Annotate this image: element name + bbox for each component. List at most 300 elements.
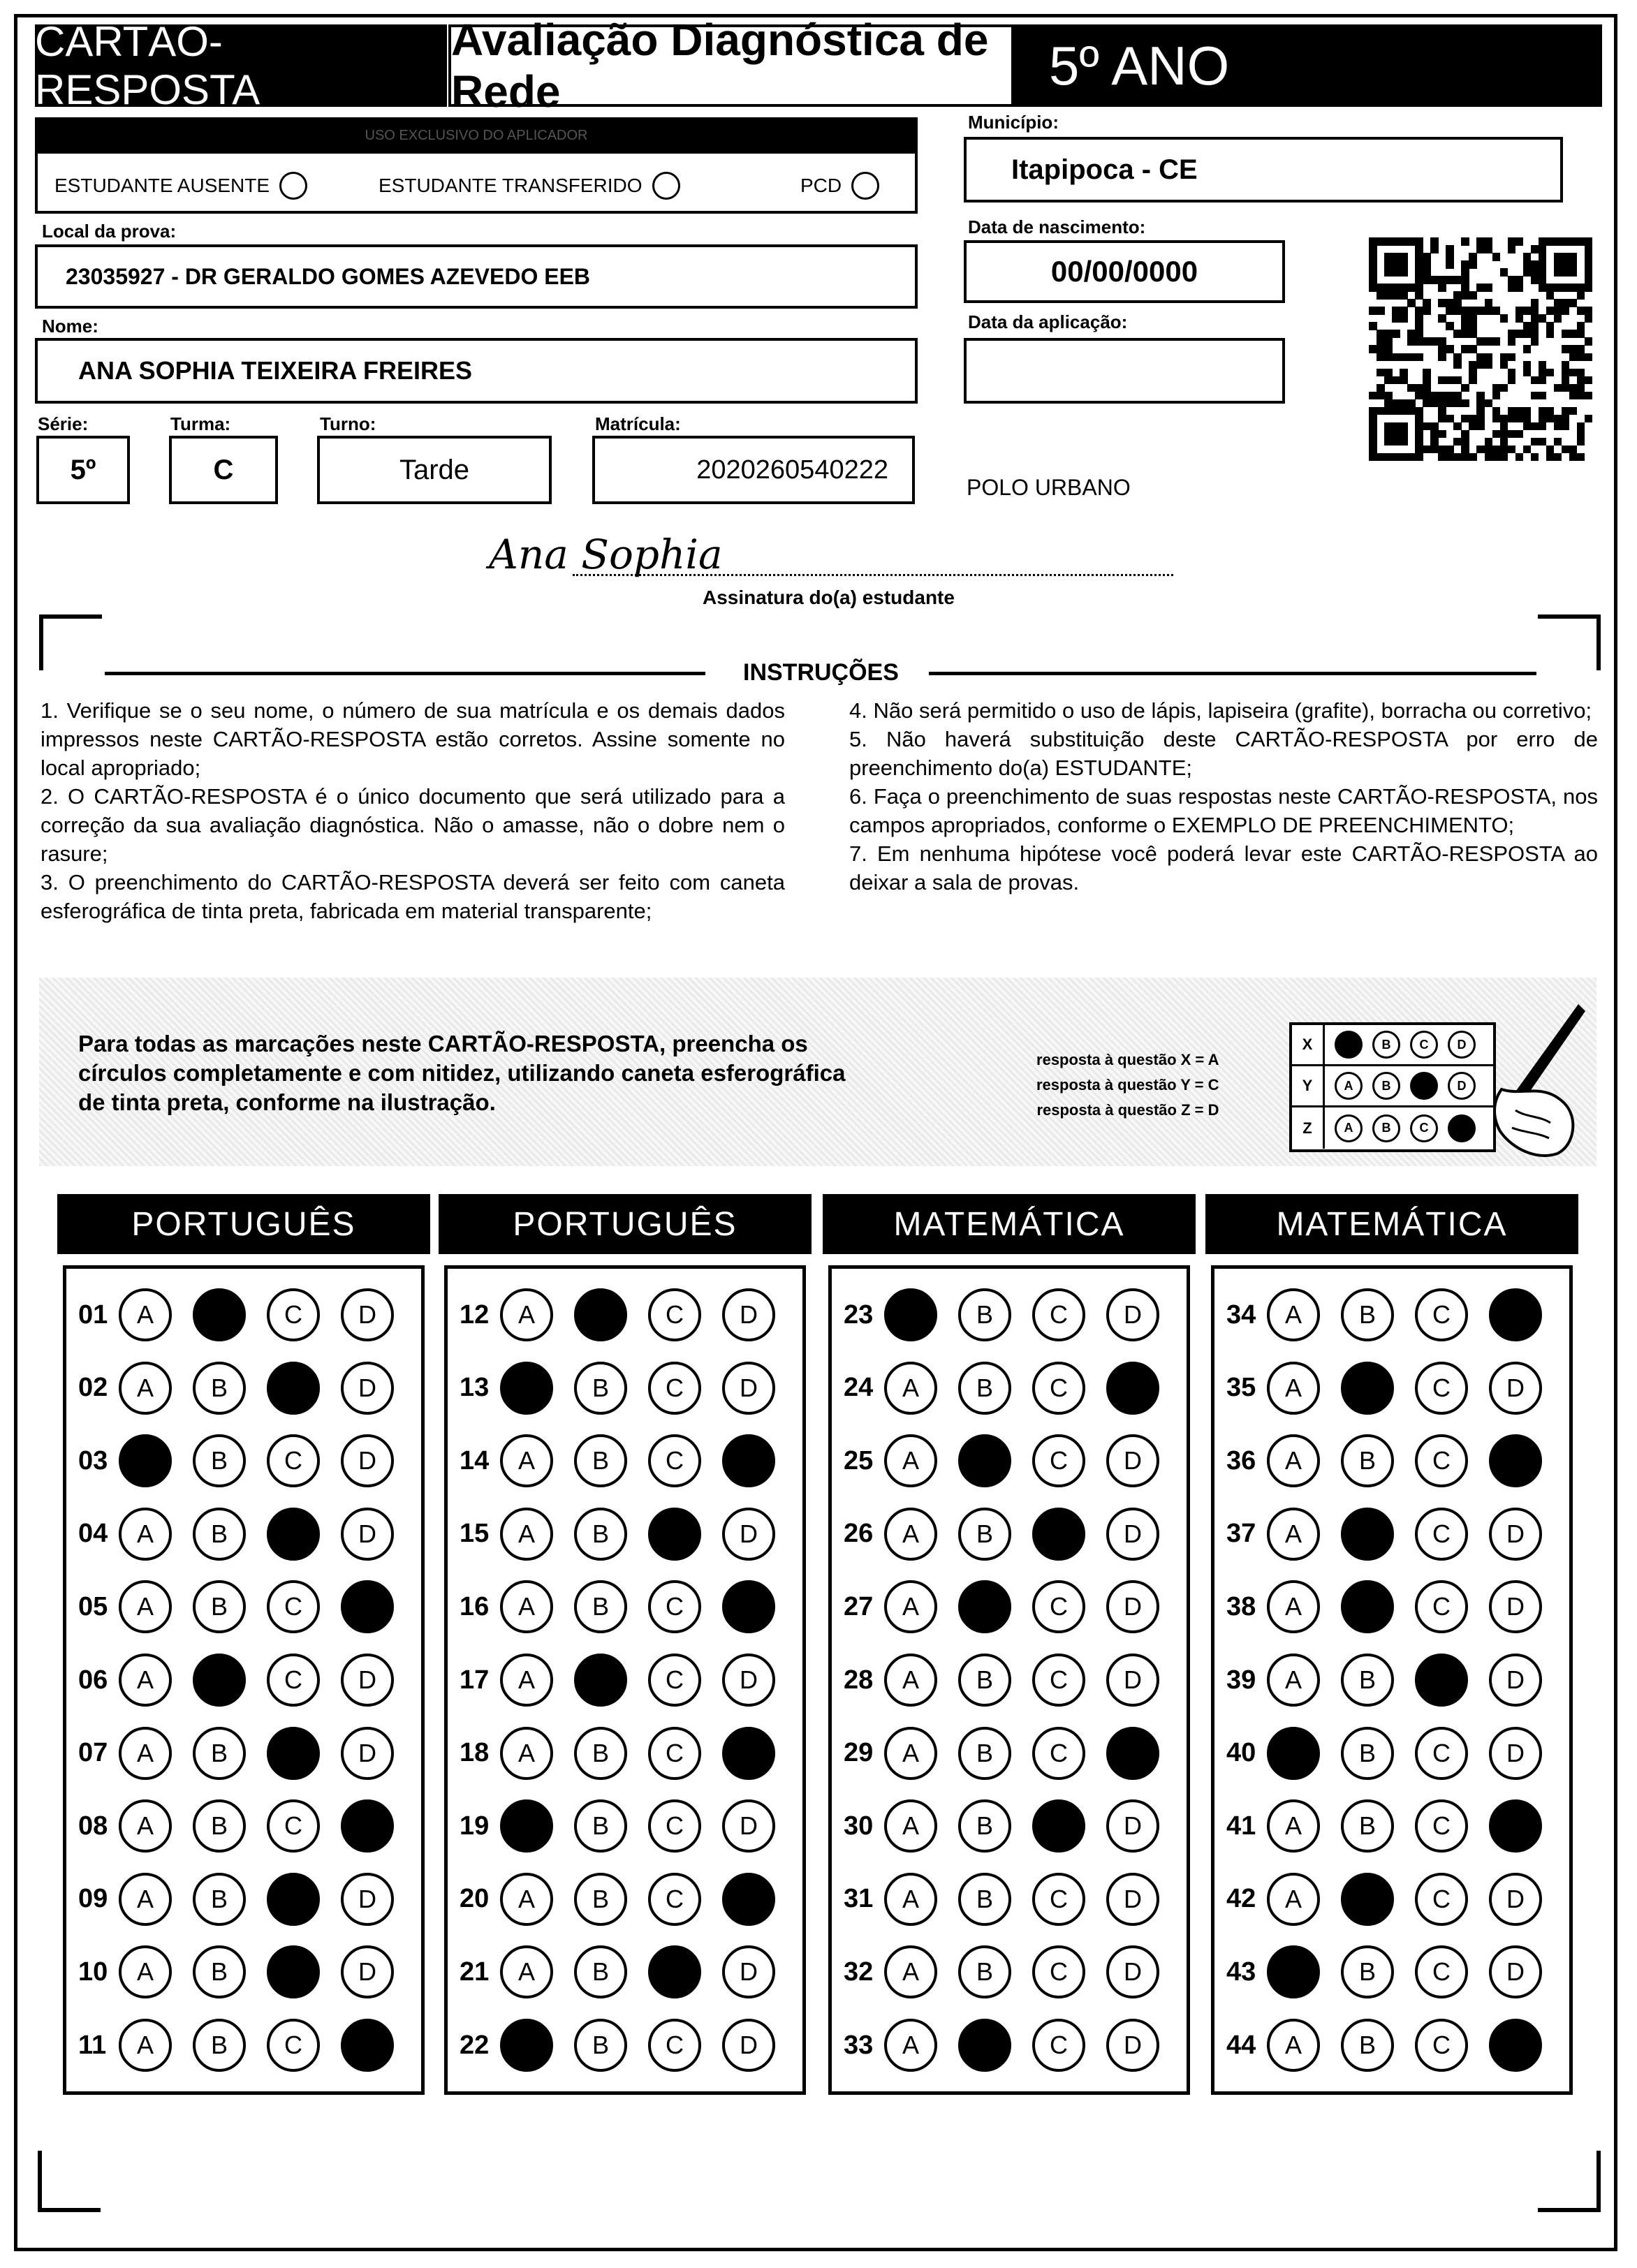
question-number: 33 — [844, 2030, 874, 2060]
instructions-right — [849, 696, 1598, 897]
answer-bubble-a[interactable]: A — [500, 1654, 553, 1707]
matricula-field: 2020260540222 — [592, 436, 915, 504]
answer-bubble-d[interactable] — [1489, 1799, 1542, 1853]
answer-bubble-a[interactable]: A — [500, 1727, 553, 1780]
answer-bubble-c[interactable] — [267, 1945, 320, 1998]
answer-bubble-a[interactable]: A — [119, 1508, 172, 1561]
answer-bubble-c[interactable] — [648, 1945, 701, 1998]
answer-bubble-c[interactable]: C — [1415, 2019, 1468, 2072]
answer-bubble-a[interactable]: A — [884, 1654, 937, 1707]
answer-bubble-a[interactable]: A — [884, 1873, 937, 1926]
answer-bubble-a[interactable]: A — [1267, 1873, 1320, 1926]
answer-bubble-c[interactable]: C — [267, 1654, 320, 1707]
question-row — [1226, 1503, 1563, 1566]
absent-label: ESTUDANTE AUSENTE — [54, 175, 270, 196]
example-bubble: B — [1372, 1031, 1400, 1059]
question-number: 34 — [1226, 1299, 1256, 1330]
answer-bubble-a[interactable]: A — [119, 1580, 172, 1633]
answer-bubble-d[interactable]: D — [1106, 1799, 1159, 1853]
answer-bubble-c[interactable] — [267, 1508, 320, 1561]
serie-label: Série: — [38, 413, 89, 434]
answer-bubble-c[interactable]: C — [648, 1288, 701, 1341]
example-line-z: resposta à questão Z = D — [1036, 1101, 1219, 1119]
answer-bubble-c[interactable]: C — [648, 1799, 701, 1853]
answer-bubble-d[interactable]: D — [722, 1799, 775, 1853]
answer-bubble-a[interactable]: A — [119, 1654, 172, 1707]
answer-bubble-b[interactable]: B — [574, 1945, 627, 1998]
question-row — [844, 1429, 1180, 1492]
answer-bubble-b[interactable] — [958, 1580, 1011, 1633]
answer-bubble-a[interactable]: A — [1267, 1362, 1320, 1415]
question-number: 41 — [1226, 1811, 1256, 1841]
question-row — [844, 1283, 1180, 1346]
answer-bubble-c[interactable] — [1415, 1654, 1468, 1707]
example-row-label: Z — [1292, 1107, 1325, 1149]
answer-bubble-a[interactable] — [1267, 1945, 1320, 1998]
answer-bubble-d[interactable] — [722, 1873, 775, 1926]
answer-bubble-b[interactable]: B — [958, 1362, 1011, 1415]
answer-bubble-a[interactable]: A — [884, 1580, 937, 1633]
answer-bubble-a[interactable]: A — [500, 1945, 553, 1998]
answer-bubble-b[interactable] — [958, 1434, 1011, 1487]
answer-bubble-b[interactable]: B — [958, 1508, 1011, 1561]
instruction-5: 5. Não haverá substituição deste CARTÃO-RESPOSTA por erro de preenchimento do(a) ESTUDANTE; — [849, 727, 1598, 780]
answer-bubble-c[interactable]: C — [1415, 1727, 1468, 1780]
answer-bubble-a[interactable]: A — [1267, 1288, 1320, 1341]
answer-bubble-c[interactable] — [648, 1508, 701, 1561]
answer-bubble-b[interactable]: B — [1341, 1945, 1394, 1998]
answer-bubble-c[interactable]: C — [1032, 1434, 1085, 1487]
answer-bubble-a[interactable] — [884, 1288, 937, 1341]
answer-bubble-a[interactable]: A — [500, 1580, 553, 1633]
answer-bubble-a[interactable] — [500, 1362, 553, 1415]
answer-bubble-c[interactable]: C — [648, 1580, 701, 1633]
application-label: Data da aplicação: — [968, 311, 1128, 332]
section-header: MATEMÁTICA — [1205, 1194, 1578, 1254]
question-number: 24 — [844, 1373, 874, 1403]
answer-bubble-b[interactable]: B — [958, 1873, 1011, 1926]
answer-bubble-b[interactable] — [193, 1654, 246, 1707]
answer-bubble-d[interactable] — [1489, 2019, 1542, 2072]
answer-bubble-c[interactable]: C — [1032, 1945, 1085, 1998]
corner-top-right — [1538, 614, 1601, 670]
answer-bubble-c[interactable]: C — [1032, 1580, 1085, 1633]
answer-bubble-d[interactable]: D — [722, 1288, 775, 1341]
answer-bubble-a[interactable] — [119, 1434, 172, 1487]
answer-bubble-b[interactable]: B — [574, 1727, 627, 1780]
question-number: 11 — [78, 2030, 107, 2060]
question-number: 23 — [844, 1299, 874, 1330]
answer-bubble-d[interactable]: D — [1106, 1434, 1159, 1487]
answer-bubble-c[interactable]: C — [1415, 1288, 1468, 1341]
turno-label: Turno: — [320, 413, 376, 434]
answer-bubble-d[interactable] — [722, 1727, 775, 1780]
answer-bubble-a[interactable] — [500, 2019, 553, 2072]
answer-bubble-b[interactable]: B — [574, 1580, 627, 1633]
answer-bubble-c[interactable]: C — [267, 1288, 320, 1341]
answer-bubble-b[interactable]: B — [193, 1873, 246, 1926]
transferred-option[interactable] — [379, 172, 680, 200]
answer-bubble-d[interactable]: D — [1489, 1945, 1542, 1998]
answer-bubble-d[interactable] — [1106, 1362, 1159, 1415]
question-row — [460, 1795, 796, 1857]
answer-bubble-a[interactable]: A — [1267, 1654, 1320, 1707]
answer-bubble-a[interactable]: A — [1267, 1434, 1320, 1487]
instruction-1: 1. Verifique se o seu nome, o número de sua matrícula e os demais dados impressos neste CARTÃO-RESPOSTA estão corretos. Assine somente no local apropriado; — [41, 698, 785, 780]
answer-bubble-b[interactable] — [574, 1654, 627, 1707]
answer-bubble-a[interactable]: A — [1267, 2019, 1320, 2072]
section-header: MATEMÁTICA — [823, 1194, 1196, 1254]
question-number: 20 — [460, 1884, 490, 1914]
answer-bubble-d[interactable]: D — [722, 2019, 775, 2072]
answer-bubble-d[interactable]: D — [341, 1873, 394, 1926]
answer-bubble-c[interactable]: C — [648, 1727, 701, 1780]
answer-bubble-d[interactable] — [1106, 1727, 1159, 1780]
answer-bubble-d[interactable]: D — [722, 1654, 775, 1707]
example-line-y: resposta à questão Y = C — [1036, 1076, 1219, 1094]
answer-bubble-a[interactable] — [500, 1799, 553, 1853]
answer-bubble-b[interactable]: B — [958, 1799, 1011, 1853]
instructions-left — [41, 696, 785, 925]
example-row — [1292, 1025, 1493, 1066]
question-row — [844, 1503, 1180, 1566]
answer-bubble-d[interactable] — [341, 1799, 394, 1853]
answer-bubble-c[interactable]: C — [648, 1873, 701, 1926]
answer-bubble-d[interactable] — [722, 1434, 775, 1487]
instruction-3: 3. O preenchimento do CARTÃO-RESPOSTA deverá ser feito com caneta esferográfica de tinta preta, fabricada em material transparente; — [41, 870, 785, 923]
answer-bubble-c[interactable]: C — [1415, 1434, 1468, 1487]
question-row — [1226, 1868, 1563, 1931]
question-row — [844, 2014, 1180, 2077]
answer-bubble-d[interactable] — [341, 2019, 394, 2072]
turma-label: Turma: — [170, 413, 231, 434]
answer-bubble-b[interactable]: B — [574, 1873, 627, 1926]
grade-title: 5º ANO — [1014, 24, 1602, 107]
answer-bubble-c[interactable] — [267, 1873, 320, 1926]
answer-bubble-a[interactable]: A — [884, 1508, 937, 1561]
question-number: 15 — [460, 1519, 490, 1549]
answer-bubble-b[interactable] — [1341, 1362, 1394, 1415]
instr-rule-left — [105, 672, 705, 675]
example-bubble: B — [1372, 1072, 1400, 1100]
example-bubble — [1335, 1031, 1363, 1059]
question-number: 38 — [1226, 1591, 1256, 1621]
question-row — [460, 1649, 796, 1711]
question-number: 32 — [844, 1957, 874, 1987]
answer-bubble-c[interactable]: C — [1032, 1654, 1085, 1707]
answer-bubble-b[interactable]: B — [1341, 1288, 1394, 1341]
answer-bubble-b[interactable]: B — [574, 2019, 627, 2072]
pcd-option[interactable] — [800, 172, 879, 200]
answer-bubble-b[interactable]: B — [1341, 2019, 1394, 2072]
answer-bubble-d[interactable]: D — [1106, 1508, 1159, 1561]
answer-bubble-b[interactable]: B — [193, 1434, 246, 1487]
answer-bubble-a[interactable]: A — [884, 1945, 937, 1998]
answer-bubble-b[interactable]: B — [193, 1580, 246, 1633]
answer-bubble-a[interactable]: A — [119, 1362, 172, 1415]
question-row — [844, 1357, 1180, 1420]
answer-bubble-d[interactable]: D — [1489, 1727, 1542, 1780]
question-number: 06 — [78, 1665, 108, 1695]
answer-bubble-b[interactable]: B — [574, 1799, 627, 1853]
question-number: 35 — [1226, 1373, 1256, 1403]
section-header: PORTUGUÊS — [57, 1194, 430, 1254]
answer-bubble-b[interactable] — [1341, 1873, 1394, 1926]
question-row — [1226, 1283, 1563, 1346]
answer-bubble-d[interactable]: D — [1106, 1580, 1159, 1633]
answer-bubble-a[interactable]: A — [884, 1362, 937, 1415]
answer-bubble-d[interactable] — [341, 1580, 394, 1633]
question-row — [460, 2014, 796, 2077]
question-row — [460, 1503, 796, 1566]
answer-bubble-d[interactable]: D — [341, 1362, 394, 1415]
answer-bubble-b[interactable]: B — [193, 1727, 246, 1780]
answer-bubble-d[interactable]: D — [1489, 1508, 1542, 1561]
answer-bubble-b[interactable]: B — [958, 1654, 1011, 1707]
question-row — [844, 1868, 1180, 1931]
answer-bubble-c[interactable]: C — [648, 2019, 701, 2072]
name-field: ANA SOPHIA TEIXEIRA FREIRES — [35, 338, 918, 404]
section-header: PORTUGUÊS — [439, 1194, 812, 1254]
question-row — [1226, 1357, 1563, 1420]
answer-bubble-c[interactable]: C — [648, 1362, 701, 1415]
answer-bubble-b[interactable]: B — [574, 1434, 627, 1487]
answer-bubble-d[interactable]: D — [1106, 1945, 1159, 1998]
question-number: 17 — [460, 1665, 490, 1695]
answer-bubble-b[interactable]: B — [574, 1362, 627, 1415]
example-bubble: D — [1448, 1031, 1476, 1059]
instructions-title: INSTRUÇÕES — [743, 659, 899, 686]
answer-bubble-a[interactable]: A — [119, 1945, 172, 1998]
answer-bubble-d[interactable]: D — [341, 1945, 394, 1998]
name-label: Nome: — [42, 316, 98, 337]
answer-bubble-c[interactable]: C — [267, 2019, 320, 2072]
question-number: 10 — [78, 1957, 108, 1987]
answer-bubble-d[interactable]: D — [1106, 2019, 1159, 2072]
answer-bubble-b[interactable]: B — [193, 1945, 246, 1998]
question-number: 31 — [844, 1884, 874, 1914]
question-row — [78, 1357, 415, 1420]
signature-line — [573, 574, 1173, 576]
answer-bubble-c[interactable]: C — [1415, 1508, 1468, 1561]
question-number: 08 — [78, 1811, 108, 1841]
question-number: 37 — [1226, 1519, 1256, 1549]
answer-bubble-c[interactable]: C — [267, 1434, 320, 1487]
example-bubble — [1410, 1072, 1438, 1100]
answer-bubble-a[interactable]: A — [500, 1288, 553, 1341]
answer-bubble-c[interactable]: C — [1415, 1362, 1468, 1415]
answer-bubble-a[interactable]: A — [119, 1727, 172, 1780]
answer-bubble-b[interactable]: B — [1341, 1434, 1394, 1487]
example-bubble: B — [1372, 1114, 1400, 1142]
instruction-2: 2. O CARTÃO-RESPOSTA é o único documento que será utilizado para a correção da sua avaliação diagnóstica. Não o amasse, não o dobre nem o rasure; — [41, 784, 785, 866]
pcd-label: PCD — [800, 175, 842, 196]
birth-field: 00/00/0000 — [964, 240, 1285, 303]
answer-bubble-c[interactable]: C — [1415, 1799, 1468, 1853]
answer-bubble-b[interactable]: B — [574, 1508, 627, 1561]
answer-bubble-b[interactable]: B — [958, 1945, 1011, 1998]
answer-bubble-a[interactable] — [1267, 1727, 1320, 1780]
answer-bubble-d[interactable]: D — [1106, 1654, 1159, 1707]
answer-bubble-c[interactable]: C — [1415, 1580, 1468, 1633]
answer-bubble-a[interactable]: A — [884, 1727, 937, 1780]
answer-bubble-c[interactable]: C — [648, 1654, 701, 1707]
answer-bubble-c[interactable]: C — [1032, 1873, 1085, 1926]
answer-bubble-d[interactable]: D — [341, 1434, 394, 1487]
question-number: 36 — [1226, 1445, 1256, 1475]
question-row — [78, 1795, 415, 1857]
question-row — [1226, 1575, 1563, 1638]
answer-bubble-d[interactable]: D — [722, 1945, 775, 1998]
question-number: 42 — [1226, 1884, 1256, 1914]
question-number: 01 — [78, 1299, 108, 1330]
example-text: Para todas as marcações neste CARTÃO-RESPOSTA, preencha os círculos completamente e com nitidez, utilizando caneta esferográfica de tinta preta, conforme na ilustração. — [78, 1031, 846, 1115]
answer-bubble-d[interactable]: D — [1106, 1873, 1159, 1926]
answer-bubble-c[interactable]: C — [1032, 1288, 1085, 1341]
question-number: 27 — [844, 1591, 874, 1621]
answer-bubble-c[interactable] — [1032, 1799, 1085, 1853]
question-number: 19 — [460, 1811, 490, 1841]
example-line-x: resposta à questão X = A — [1036, 1051, 1219, 1068]
answer-bubble-c[interactable]: C — [1415, 1945, 1468, 1998]
question-row — [460, 1357, 796, 1420]
answer-bubble-c[interactable]: C — [648, 1434, 701, 1487]
local-label: Local da prova: — [42, 221, 177, 242]
answer-bubble-d[interactable] — [722, 1580, 775, 1633]
example-row — [1292, 1066, 1493, 1107]
question-number: 26 — [844, 1519, 874, 1549]
answer-bubble-a[interactable]: A — [119, 1799, 172, 1853]
question-number: 28 — [844, 1665, 874, 1695]
question-number: 09 — [78, 1884, 108, 1914]
answer-bubble-d[interactable] — [1489, 1434, 1542, 1487]
question-row — [78, 1868, 415, 1931]
corner-bottom-left — [38, 2151, 101, 2212]
answer-bubble-a[interactable]: A — [884, 2019, 937, 2072]
absent-option[interactable] — [54, 172, 307, 200]
answer-bubble-c[interactable]: C — [1415, 1873, 1468, 1926]
answer-bubble-a[interactable]: A — [500, 1508, 553, 1561]
answer-bubble-a[interactable]: A — [1267, 1799, 1320, 1853]
answer-bubble-d[interactable]: D — [1489, 1654, 1542, 1707]
answer-bubble-b[interactable] — [1341, 1508, 1394, 1561]
answer-bubble-a[interactable]: A — [1267, 1580, 1320, 1633]
question-number: 40 — [1226, 1738, 1256, 1768]
answer-bubble-a[interactable]: A — [500, 1873, 553, 1926]
question-number: 05 — [78, 1591, 108, 1621]
applicator-bar: USO EXCLUSIVO DO APLICADOR — [35, 117, 918, 154]
question-row — [1226, 1722, 1563, 1785]
question-row — [78, 1429, 415, 1492]
answer-bubble-b[interactable]: B — [193, 1362, 246, 1415]
answer-bubble-b[interactable]: B — [193, 1508, 246, 1561]
birth-label: Data de nascimento: — [968, 216, 1146, 237]
signature-label: Assinatura do(a) estudante — [703, 587, 955, 608]
example-row — [1292, 1107, 1493, 1149]
answer-bubble-a[interactable]: A — [500, 1434, 553, 1487]
question-row — [460, 1941, 796, 2003]
answer-bubble-d[interactable]: D — [341, 1288, 394, 1341]
answer-bubble-b[interactable]: B — [958, 1727, 1011, 1780]
answer-bubble-d[interactable]: D — [1489, 1873, 1542, 1926]
answer-bubble-c[interactable] — [1032, 1508, 1085, 1561]
answer-bubble-a[interactable]: A — [119, 2019, 172, 2072]
question-number: 14 — [460, 1445, 490, 1475]
absent-checkbox[interactable] — [279, 172, 307, 200]
answer-bubble-b[interactable]: B — [1341, 1654, 1394, 1707]
answer-bubble-a[interactable]: A — [884, 1799, 937, 1853]
answer-bubble-b[interactable] — [1341, 1580, 1394, 1633]
transferred-checkbox[interactable] — [652, 172, 680, 200]
instr-rule-right — [929, 672, 1536, 675]
answer-bubble-d[interactable]: D — [1106, 1288, 1159, 1341]
example-bubble: C — [1410, 1114, 1438, 1142]
example-bubble: D — [1448, 1072, 1476, 1100]
question-row — [78, 1283, 415, 1346]
answer-bubble-c[interactable]: C — [1032, 2019, 1085, 2072]
pcd-checkbox[interactable] — [851, 172, 879, 200]
answer-bubble-b[interactable]: B — [193, 1799, 246, 1853]
answer-bubble-d[interactable] — [1489, 1288, 1542, 1341]
answer-bubble-c[interactable] — [267, 1362, 320, 1415]
question-number: 02 — [78, 1373, 108, 1403]
example-bubble — [1448, 1114, 1476, 1142]
answer-bubble-d[interactable]: D — [722, 1508, 775, 1561]
answer-bubble-b[interactable]: B — [1341, 1799, 1394, 1853]
question-row — [1226, 1941, 1563, 2003]
answer-bubble-c[interactable]: C — [1032, 1727, 1085, 1780]
example-row-label: Y — [1292, 1066, 1325, 1105]
answer-bubble-b[interactable] — [958, 2019, 1011, 2072]
question-number: 39 — [1226, 1665, 1256, 1695]
answer-bubble-d[interactable]: D — [1489, 1580, 1542, 1633]
answer-bubble-d[interactable]: D — [722, 1362, 775, 1415]
example-bubble: C — [1410, 1031, 1438, 1059]
question-number: 43 — [1226, 1957, 1256, 1987]
application-field — [964, 338, 1285, 404]
example-bubble: A — [1335, 1114, 1363, 1142]
answer-bubble-c[interactable]: C — [267, 1580, 320, 1633]
answer-bubble-c[interactable] — [267, 1727, 320, 1780]
answer-bubble-b[interactable] — [193, 1288, 246, 1341]
signature-handwriting: Ana Sophia — [489, 531, 723, 578]
answer-bubble-b[interactable]: B — [193, 2019, 246, 2072]
question-row — [1226, 1795, 1563, 1857]
answer-bubble-d[interactable]: D — [341, 1654, 394, 1707]
answer-bubble-a[interactable]: A — [119, 1288, 172, 1341]
answer-bubble-c[interactable]: C — [1032, 1362, 1085, 1415]
serie-field: 5º — [36, 436, 130, 504]
answer-bubble-c[interactable]: C — [267, 1799, 320, 1853]
answer-bubble-a[interactable]: A — [119, 1873, 172, 1926]
answer-bubble-a[interactable]: A — [884, 1434, 937, 1487]
question-row — [1226, 2014, 1563, 2077]
municipio-label: Município: — [968, 112, 1059, 133]
question-number: 03 — [78, 1445, 108, 1475]
answer-bubble-b[interactable] — [574, 1288, 627, 1341]
question-row — [78, 1722, 415, 1785]
pen-hand-icon — [1474, 999, 1592, 1159]
answer-bubble-b[interactable]: B — [958, 1288, 1011, 1341]
answer-bubble-a[interactable]: A — [1267, 1508, 1320, 1561]
answer-bubble-d[interactable]: D — [1489, 1362, 1542, 1415]
answer-bubble-b[interactable]: B — [1341, 1727, 1394, 1780]
local-field: 23035927 - DR GERALDO GOMES AZEVEDO EEB — [35, 244, 918, 309]
question-row — [460, 1722, 796, 1785]
answer-bubble-d[interactable]: D — [341, 1727, 394, 1780]
answer-bubble-d[interactable]: D — [341, 1508, 394, 1561]
question-row — [460, 1575, 796, 1638]
